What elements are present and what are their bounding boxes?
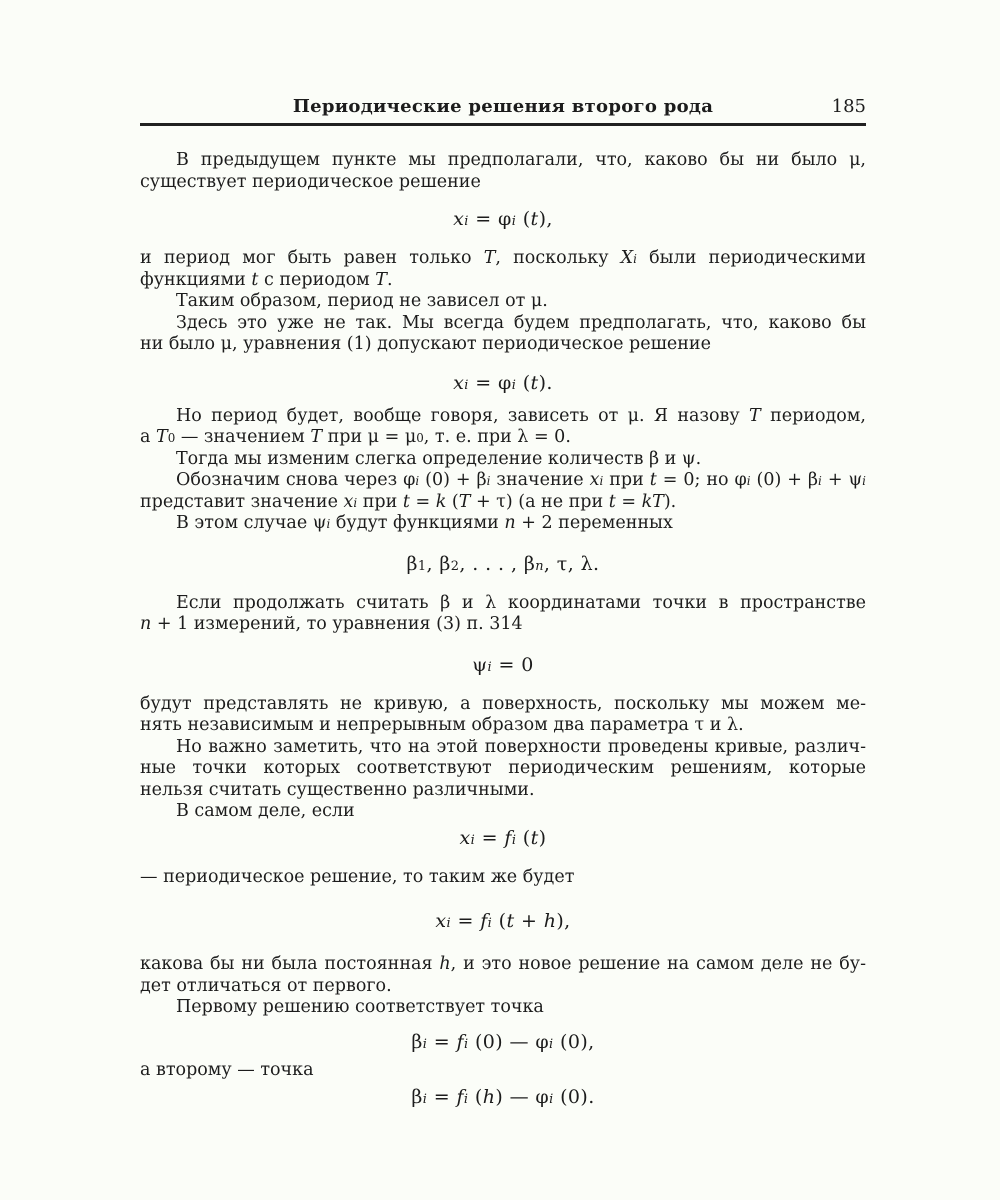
text-line: Но период будет, вообще говоря, зависеть от μ. Я назову T периодом, [176,405,866,426]
page-content [140,96,866,1110]
text-line: ни было μ, уравнения (1) допускают периодическое решение [140,334,711,354]
text-line: Тогда мы изменим слегка определение количеств β и ψ. [176,448,702,469]
formula: $x_i = f_i$ (t) [459,826,547,849]
text-line: Если продолжать считать β и λ координатами точки в пространстве [176,592,866,613]
text-line: существует периодическое решение [140,171,481,192]
text-line: нельзя считать существенно различными. [140,779,535,800]
formula: $\psi_i = 0$ [472,653,534,676]
paragraph [140,470,866,513]
text-line: В предыдущем пункте мы предполагали, что, каково бы ни было μ, [176,150,866,170]
text-line: В этом случае $\psi_i$ будут функциями n + 2 переменных [176,513,673,533]
paragraph [140,997,866,1019]
paragraph [140,867,866,889]
page-header [140,96,866,118]
page-body [140,150,866,1110]
formula: $x_i = \varphi_i$ (t), [453,208,553,230]
paragraph [140,150,866,193]
text-line: Первому решению соответствует точка [176,997,544,1017]
paragraph [140,737,866,802]
text-line: какова бы ни была постоянная h, и это новое решение на самом деле не бу- [140,954,866,974]
formula: $\beta_i = f_i$ (h) — $\varphi_i$ (0). [411,1086,595,1108]
paragraph [140,694,866,737]
text-line: нять независимым и непрерывным образом два параметра τ и λ. [140,715,744,735]
paragraph [140,1060,866,1082]
text-line: представит значение $x_i$ при t = k (T + τ) (а не при t = kT). [140,491,677,512]
text-line: — периодическое решение, то таким же будет [140,866,575,887]
text-line: а $T_0$ — значением T при $\mu = \mu_0$, т. е. при λ = 0. [140,427,571,447]
text-line: дет отличаться от первого. [140,975,392,996]
text-line: ные точки которых соответствуют периодическим решениям, которые [140,758,866,778]
text-line: и период мог быть равен только T, поскольку $X_i$ были периодическими [140,248,866,268]
text-line: Здесь это уже не так. Мы всегда будем предполагать, что, каково бы [176,312,866,333]
text-line: Обозначим снова через $\varphi_i$ $(0) + \beta_i$ значение $x_i$ при t = 0; но $\varphi_i$ $(0) + \beta_i + \psi_i$ [176,470,866,490]
text-line: Но важно заметить, что на этой поверхности проведены кривые, различ- [176,736,866,757]
paragraph [140,248,866,291]
formula: $x_i = f_i$ (t + h), [435,910,571,932]
text-line: будут представлять не кривую, а поверхность, поскольку мы можем ме- [140,693,866,714]
paragraph [140,449,866,471]
paragraph [140,291,866,313]
paragraph [140,513,866,535]
paragraph [140,593,866,636]
paragraph [140,801,866,823]
formula: $x_i = \varphi_i$ (t). [453,371,553,394]
page-number: 185 [831,96,866,117]
text-line: функциями t с периодом T. [140,269,393,290]
text-line: а второму — точка [140,1059,314,1080]
paragraph [140,954,866,997]
text-line: Таким образом, период не зависел от μ. [176,291,548,311]
formula: $\beta_1$, $\beta_2$, . . . , $\beta_n$, τ, λ. [406,552,600,575]
text-line: n + 1 измерений, то уравнения (3) п. 314 [140,614,523,634]
running-title: Периодические решения второго рода [292,96,714,117]
header-rule [140,123,866,126]
paragraph [140,313,866,356]
paragraph [140,406,866,449]
formula: $\beta_i = f_i$ (0) — $\varphi_i$ (0), [411,1030,595,1053]
text-line: В самом деле, если [176,801,355,821]
